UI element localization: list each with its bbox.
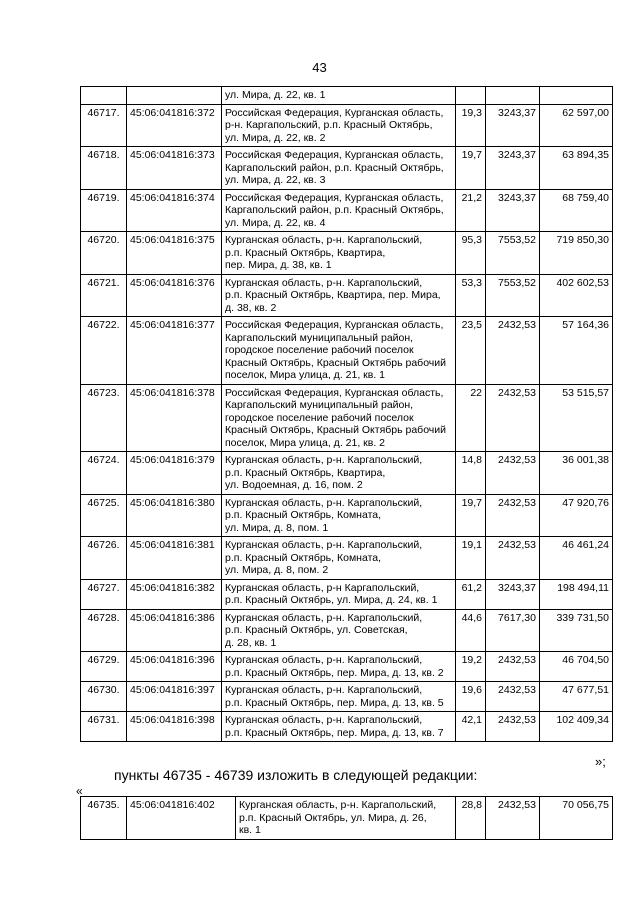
address-line: поселок, Мира улица, д. 21, кв. 1 [225, 369, 386, 381]
address-line: ул. Водоемная, д. 16, пом. 2 [225, 479, 363, 491]
value-cell: 62 597,00 [540, 104, 613, 147]
row-number-cell: 46729. [81, 652, 127, 682]
address-cell [222, 232, 456, 275]
address-line: ул. Мира, д. 22, кв. 2 [225, 131, 326, 144]
address-line: городское поселение рабочий поселок [225, 344, 414, 356]
table-row [81, 494, 613, 537]
row-number-cell: 46735. [81, 797, 127, 840]
rate-cell: 2432,53 [486, 712, 540, 742]
area-cell: 42,1 [456, 712, 486, 742]
address-line: Курганская область, р-н Каргапольский, [225, 581, 420, 594]
row-number-cell [81, 87, 127, 105]
row-number-cell: 46724. [81, 452, 127, 495]
cadastral-cell: 45:06:041816:396 [127, 652, 222, 682]
address-line: Курганская область, р-н. Каргапольский, [225, 654, 423, 666]
table-row [81, 384, 613, 452]
address-line: р.п. Красный Октябрь, Квартира, [225, 466, 386, 479]
value-cell: 46 704,50 [540, 652, 613, 682]
cadastral-cell [127, 87, 222, 105]
rate-cell: 3243,37 [486, 147, 540, 190]
address-line: д. 28, кв. 1 [225, 636, 277, 649]
value-cell: 46 461,24 [540, 537, 613, 580]
rate-cell: 2432,53 [486, 682, 540, 712]
address-line: Курганская область, р-н. Каргапольский, [239, 799, 437, 811]
property-table [80, 86, 613, 742]
table-row [81, 147, 613, 190]
rate-cell: 2432,53 [486, 452, 540, 495]
cadastral-cell: 45:06:041816:378 [127, 384, 222, 452]
address-line: р.п. Красный Октябрь, Квартира, пер. Мира, [225, 289, 441, 301]
address-line: р.п. Красный Октябрь, пер. Мира, д. 13, кв. 2 [225, 666, 444, 679]
rate-cell: 2432,53 [486, 537, 540, 580]
rate-cell: 2432,53 [486, 384, 540, 452]
table-row [81, 682, 613, 712]
address-cell [222, 384, 456, 452]
cadastral-cell: 45:06:041816:398 [127, 712, 222, 742]
cadastral-cell: 45:06:041816:375 [127, 232, 222, 275]
address-line: р-н. Каргапольский, р.п. Красный Октябрь, [225, 119, 433, 131]
address-cell [222, 579, 456, 609]
cadastral-cell: 45:06:041816:380 [127, 494, 222, 537]
address-cell [222, 537, 456, 580]
row-number-cell: 46720. [81, 232, 127, 275]
row-number-cell: 46726. [81, 537, 127, 580]
table-row [81, 104, 613, 147]
row-number-cell: 46717. [81, 104, 127, 147]
value-cell: 68 759,40 [540, 189, 613, 232]
area-cell: 19,7 [456, 494, 486, 537]
address-line: Курганская область, р-н. Каргапольский, [225, 714, 423, 726]
rate-cell: 3243,37 [486, 189, 540, 232]
address-cell [222, 104, 456, 147]
address-line: Красный Октябрь, Красный Октябрь рабочий [225, 356, 446, 369]
address-line: Курганская область, р-н. Каргапольский, [225, 539, 423, 551]
replacement-table [80, 796, 613, 840]
value-cell: 719 850,30 [540, 232, 613, 275]
address-line: ул. Мира, д. 8, пом. 1 [225, 521, 329, 534]
rate-cell: 3243,37 [486, 104, 540, 147]
address-cell [222, 317, 456, 385]
rate-cell [486, 87, 540, 105]
cadastral-cell: 45:06:041816:397 [127, 682, 222, 712]
cadastral-cell: 45:06:041816:372 [127, 104, 222, 147]
value-cell: 70 056,75 [540, 797, 613, 840]
table-row [81, 87, 613, 105]
address-cell [222, 682, 456, 712]
rate-cell: 7553,52 [486, 232, 540, 275]
table-row [81, 652, 613, 682]
address-line: Каргапольский район, р.п. Красный Октябрь, [225, 161, 444, 174]
value-cell: 47 677,51 [540, 682, 613, 712]
cadastral-cell: 45:06:041816:379 [127, 452, 222, 495]
address-line: Курганская область, р-н. Каргапольский, [225, 234, 423, 246]
rate-cell: 2432,53 [486, 652, 540, 682]
address-line: Каргапольский муниципальный район, [225, 331, 414, 344]
row-number-cell: 46725. [81, 494, 127, 537]
area-cell: 61,2 [456, 579, 486, 609]
address-line: р.п. Красный Октябрь, пер. Мира, д. 13, кв. 7 [225, 726, 444, 739]
area-cell: 19,6 [456, 682, 486, 712]
rate-cell: 3243,37 [486, 579, 540, 609]
cadastral-cell: 45:06:041816:382 [127, 579, 222, 609]
address-line: Курганская область, р-н. Каргапольский, [225, 611, 423, 624]
row-number-cell: 46727. [81, 579, 127, 609]
address-line: поселок, Мира улица, д. 21, кв. 2 [225, 436, 386, 449]
address-cell [222, 452, 456, 495]
open-quote: « [76, 784, 83, 798]
area-cell: 95,3 [456, 232, 486, 275]
page-number: 43 [312, 60, 327, 75]
value-cell: 402 602,53 [540, 274, 613, 317]
address-line: р.п. Красный Октябрь, Комната, [225, 509, 382, 521]
address-cell [222, 652, 456, 682]
rate-cell: 7617,30 [486, 609, 540, 652]
cadastral-cell: 45:06:041816:381 [127, 537, 222, 580]
area-cell: 28,8 [456, 797, 486, 840]
area-cell [456, 87, 486, 105]
area-cell: 53,3 [456, 274, 486, 317]
table-row [81, 579, 613, 609]
value-cell: 57 164,36 [540, 317, 613, 385]
area-cell: 21,2 [456, 189, 486, 232]
rate-cell: 7553,52 [486, 274, 540, 317]
address-cell [222, 189, 456, 232]
cadastral-cell: 45:06:041816:373 [127, 147, 222, 190]
row-number-cell: 46719. [81, 189, 127, 232]
cadastral-cell: 45:06:041816:402 [127, 797, 236, 840]
table-row [81, 317, 613, 385]
address-cell [236, 797, 456, 840]
row-number-cell: 46722. [81, 317, 127, 385]
cadastral-cell: 45:06:041816:376 [127, 274, 222, 317]
row-number-cell: 46718. [81, 147, 127, 190]
row-number-cell: 46731. [81, 712, 127, 742]
area-cell: 23,5 [456, 317, 486, 385]
address-cell [222, 609, 456, 652]
area-cell: 19,3 [456, 104, 486, 147]
instruction-text: пункты 46735 - 46739 изложить в следующей редакции: [114, 767, 478, 783]
area-cell: 44,6 [456, 609, 486, 652]
address-cell [222, 147, 456, 190]
address-line: Курганская область, р-н. Каргапольский, [225, 276, 423, 289]
address-line: пер. Мира, д. 38, кв. 1 [225, 259, 332, 271]
address-line: р.п. Красный Октябрь, ул. Мира, д. 26, [239, 811, 427, 824]
cadastral-cell: 45:06:041816:377 [127, 317, 222, 385]
address-line: р.п. Красный Октябрь, пер. Мира, д. 13, кв. 5 [225, 696, 444, 709]
table-row [81, 232, 613, 275]
address-cell [222, 274, 456, 317]
row-number-cell: 46730. [81, 682, 127, 712]
address-line: Курганская область, р-н. Каргапольский, [225, 496, 423, 509]
address-line: ул. Мира, д. 22, кв. 4 [225, 216, 326, 229]
address-cell [222, 712, 456, 742]
value-cell: 63 894,35 [540, 147, 613, 190]
area-cell: 14,8 [456, 452, 486, 495]
value-cell: 36 001,38 [540, 452, 613, 495]
area-cell: 22 [456, 384, 486, 452]
value-cell: 53 515,57 [540, 384, 613, 452]
row-number-cell: 46721. [81, 274, 127, 317]
table-row [81, 274, 613, 317]
address-line: р.п. Красный Октябрь, Комната, [225, 551, 382, 564]
table-row [81, 189, 613, 232]
value-cell: 339 731,50 [540, 609, 613, 652]
value-cell: 198 494,11 [540, 579, 613, 609]
address-line: ул. Мира, д. 22, кв. 3 [225, 174, 326, 186]
address-line: Российская Федерация, Курганская область, [225, 191, 444, 204]
area-cell: 19,7 [456, 147, 486, 190]
row-number-cell: 46723. [81, 384, 127, 452]
address-line: Каргапольский район, р.п. Красный Октябрь, [225, 204, 444, 216]
close-quote: »; [595, 754, 606, 769]
address-line: Российская Федерация, Курганская область, [225, 386, 444, 399]
value-cell: 47 920,76 [540, 494, 613, 537]
address-line: ул. Мира, д. 8, пом. 2 [225, 564, 329, 576]
address-line: кв. 1 [239, 824, 261, 836]
address-line: Российская Федерация, Курганская область, [225, 149, 444, 161]
value-cell [540, 87, 613, 105]
address-cell: ул. Мира, д. 22, кв. 1 [222, 87, 456, 105]
value-cell: 102 409,34 [540, 712, 613, 742]
address-line: Курганская область, р-н. Каргапольский, [225, 684, 423, 696]
address-line: городское поселение рабочий поселок [225, 411, 414, 424]
area-cell: 19,2 [456, 652, 486, 682]
address-line: Российская Федерация, Курганская область, [225, 106, 444, 119]
address-line: д. 38, кв. 2 [225, 301, 277, 314]
rate-cell: 2432,53 [486, 797, 540, 840]
rate-cell: 2432,53 [486, 317, 540, 385]
cadastral-cell: 45:06:041816:374 [127, 189, 222, 232]
table-row [81, 712, 613, 742]
cadastral-cell: 45:06:041816:386 [127, 609, 222, 652]
address-line: Красный Октябрь, Красный Октябрь рабочий [225, 424, 446, 436]
address-line: Российская Федерация, Курганская область, [225, 319, 444, 331]
table-row [81, 609, 613, 652]
address-line: Каргапольский муниципальный район, [225, 399, 414, 411]
table-row [81, 797, 613, 840]
address-line: р.п. Красный Октябрь, ул. Советская, [225, 624, 408, 636]
table-row [81, 537, 613, 580]
address-line: р.п. Красный Октябрь, ул. Мира, д. 24, кв. 1 [225, 594, 438, 606]
table-row [81, 452, 613, 495]
address-line: Курганская область, р-н. Каргапольский, [225, 454, 423, 466]
address-cell [222, 494, 456, 537]
rate-cell: 2432,53 [486, 494, 540, 537]
row-number-cell: 46728. [81, 609, 127, 652]
address-line: р.п. Красный Октябрь, Квартира, [225, 246, 386, 259]
area-cell: 19,1 [456, 537, 486, 580]
